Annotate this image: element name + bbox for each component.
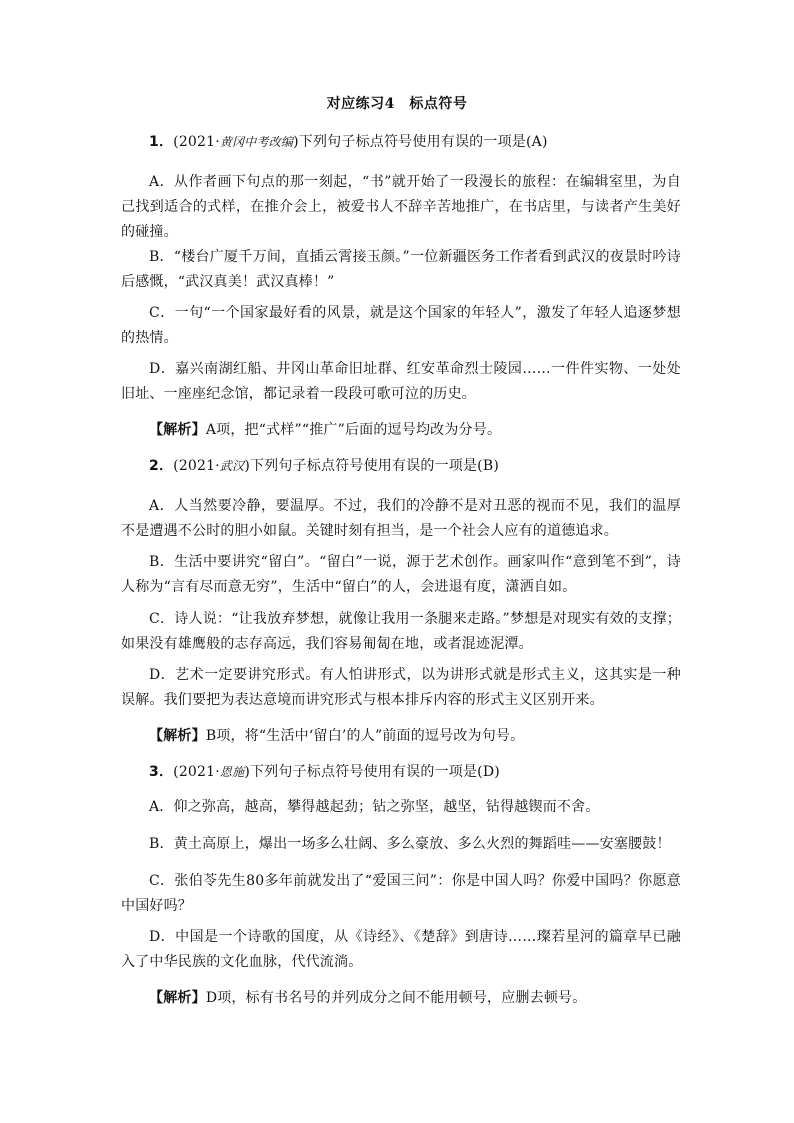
question-source: 黄冈中考改编: [219, 135, 294, 149]
question-stem: )下列句子标点符号使用有误的一项是(B): [244, 458, 499, 474]
question-number: 3．: [149, 764, 174, 780]
question-2-option-b: B．生活中要讲究“留白”。“留白”一说，源于艺术创作。画家叫作“意到笔不到”，诗人称为“言有尽而意无穷”，生活中“留白”的人，会进退有度，潇洒自如。: [121, 554, 681, 595]
question-3-option-a: A．仰之弥高，越高，攀得越起劲；钻之弥坚，越坚，钻得越锲而不舍。: [149, 799, 600, 815]
analysis-text: A项，把“式样”“推广”后面的逗号均改为分号。: [205, 422, 502, 438]
question-1-option-c: C．一句“一个国家最好看的风景，就是这个国家的年轻人”，激发了年轻人追逐梦想的热情。: [121, 305, 681, 346]
question-3-analysis: [121, 986, 681, 1011]
question-2-stem: [121, 454, 681, 479]
analysis-tag: 【解析】: [149, 728, 206, 744]
question-number: 2．: [149, 458, 174, 474]
question-1-option-a: A．从作者画下句点的那一刻起，“书”就开始了一段漫长的旅程：在编辑室里，为自己找到适合的式样，在推介会上，被爱书人不辞辛苦地推广，在书店里，与读者产生美好的碰撞。: [121, 174, 681, 240]
question-3-option-c: C．张伯苓先生80多年前就发出了“爱国三问”：你是中国人吗？你爱中国吗？你愿意中国好吗？: [121, 873, 681, 914]
question-source: 武汉: [219, 459, 245, 473]
question-1-analysis: [121, 418, 681, 443]
question-source: 恩施: [219, 765, 245, 779]
question-1-stem: [121, 130, 681, 155]
analysis-text: B项，将“生活中‘留白’的人”前面的逗号改为句号。: [205, 728, 525, 744]
question-2-option-d: D．艺术一定要讲究形式。有人怕讲形式，以为讲形式就是形式主义，这其实是一种误解。我们要把为表达意境而讲究形式与根本排斥内容的形式主义区别开来。: [121, 667, 681, 708]
question-stem: )下列句子标点符号使用有误的一项是(D): [244, 764, 500, 780]
question-2-analysis: [121, 724, 681, 749]
question-1-option-d: D．嘉兴南湖红船、井冈山革命旧址群、红安革命烈士陵园……一件件实物、一处处旧址、一座座纪念馆，都记录着一段段可歌可泣的历史。: [121, 361, 681, 402]
analysis-tag: 【解析】: [149, 990, 206, 1006]
question-source-prefix: (2021·: [173, 764, 220, 780]
question-source-prefix: (2021·: [173, 458, 220, 474]
question-3-option-d: D．中国是一个诗歌的国度，从《诗经》、《楚辞》到唐诗……璨若星河的篇章早已融入了中华民族的文化血脉，代代流淌。: [121, 929, 681, 970]
question-3-stem: [121, 760, 681, 785]
page-title: 对应练习4 标点符号: [326, 96, 468, 112]
question-2-option-a: A．人当然要冷静，要温厚。不过，我们的冷静不是对丑恶的视而不见，我们的温厚不是遭遇不公时的胆小如鼠。关键时刻有担当，是一个社会人应有的道德追求。: [121, 498, 681, 539]
question-3-option-b: B．黄土高原上，爆出一场多么壮阔、多么豪放、多么火烈的舞蹈哇——安塞腰鼓！: [149, 836, 671, 852]
analysis-tag: 【解析】: [149, 422, 206, 438]
question-stem: )下列句子标点符号使用有误的一项是(A): [293, 134, 548, 150]
question-2-option-c: C．诗人说：“让我放弃梦想，就像让我用一条腿来走路。”梦想是对现实有效的支撑；如果没有雄鹰般的志存高远，我们容易匍匐在地，或者混迹泥潭。: [121, 611, 681, 652]
question-number: 1．: [149, 134, 174, 150]
analysis-text: D项，标有书名号的并列成分之间不能用顿号，应删去顿号。: [205, 990, 587, 1006]
question-1-option-b: B．“楼台广厦千万间，直插云霄接玉颜。”一位新疆医务工作者看到武汉的夜景时吟诗后感慨，“武汉真美！武汉真棒！”: [121, 249, 681, 290]
question-source-prefix: (2021·: [173, 134, 220, 150]
